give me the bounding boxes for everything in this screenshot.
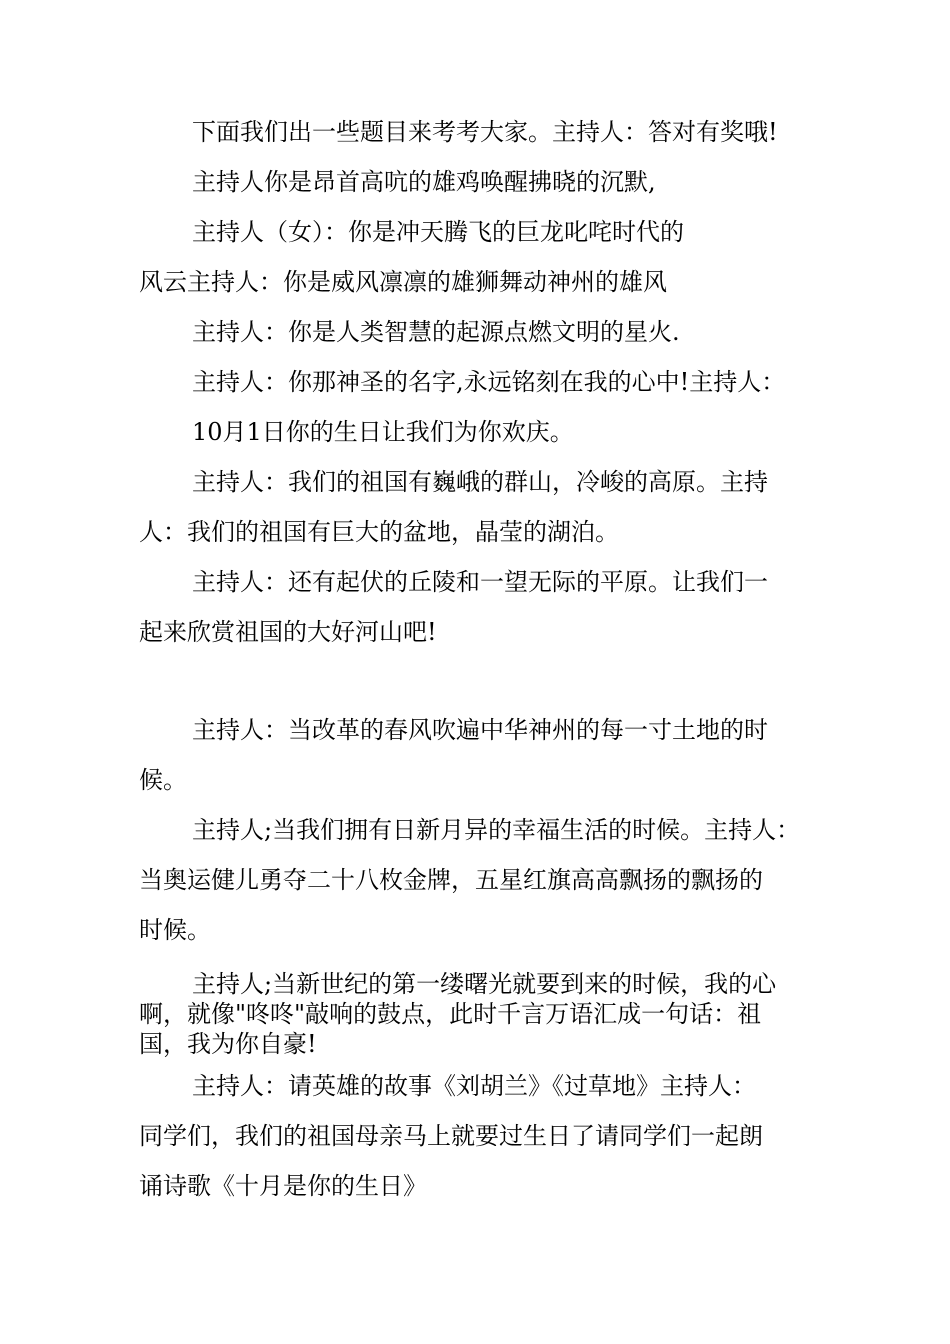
text-line: 候。 xyxy=(139,766,187,794)
text-line: 人：我们的祖国有巨大的盆地，晶莹的湖泊。 xyxy=(139,518,619,546)
text-line: 主持人：还有起伏的丘陵和一望无际的平原。让我们一 xyxy=(192,568,768,596)
text-line: 主持人：我们的祖国有巍峨的群山，冷峻的高原。主持 xyxy=(192,468,768,496)
text-line: 风云主持人：你是威风凛凛的雄狮舞动神州的雄风 xyxy=(139,268,667,296)
text-line: 主持人：请英雄的故事《刘胡兰》《过草地》主持人： xyxy=(192,1072,756,1100)
text-line: 啊，就像"咚咚"敲响的鼓点，此时千言万语汇成一句话：祖 xyxy=(139,1000,762,1028)
text-line: 主持人：你是人类智慧的起源点燃文明的星火. xyxy=(192,318,680,346)
text-line: 主持人;当新世纪的第一缕曙光就要到来的时候，我的心 xyxy=(192,970,777,998)
text-line: 下面我们出一些题目来考考大家。主持人：答对有奖哦! xyxy=(192,118,778,146)
text-line: 10月1日你的生日让我们为你欢庆。 xyxy=(192,418,574,446)
text-line: 当奥运健儿勇夺二十八枚金牌，五星红旗高高飘扬的飘扬的 xyxy=(139,866,763,894)
text-line: 同学们，我们的祖国母亲马上就要过生日了请同学们一起朗 xyxy=(139,1122,763,1150)
text-line: 主持人：你那神圣的名字,永远铭刻在我的心中!主持人： xyxy=(192,368,786,396)
text-line: 时候。 xyxy=(139,916,211,944)
text-line: 主持人：当改革的春风吹遍中华神州的每一寸土地的时 xyxy=(192,716,768,744)
text-line: 国，我为你自豪! xyxy=(139,1030,317,1058)
text-line: 主持人;当我们拥有日新月异的幸福生活的时候。主持人： xyxy=(192,816,801,844)
text-line: 起来欣赏祖国的大好河山吧! xyxy=(139,618,437,646)
text-line: 诵诗歌《十月是你的生日》 xyxy=(139,1172,427,1200)
text-line: 主持人（女）：你是冲天腾飞的巨龙叱咤时代的 xyxy=(192,218,684,246)
text-line: 主持人你是昂首高吭的雄鸡唤醒拂晓的沉默, xyxy=(192,168,656,196)
